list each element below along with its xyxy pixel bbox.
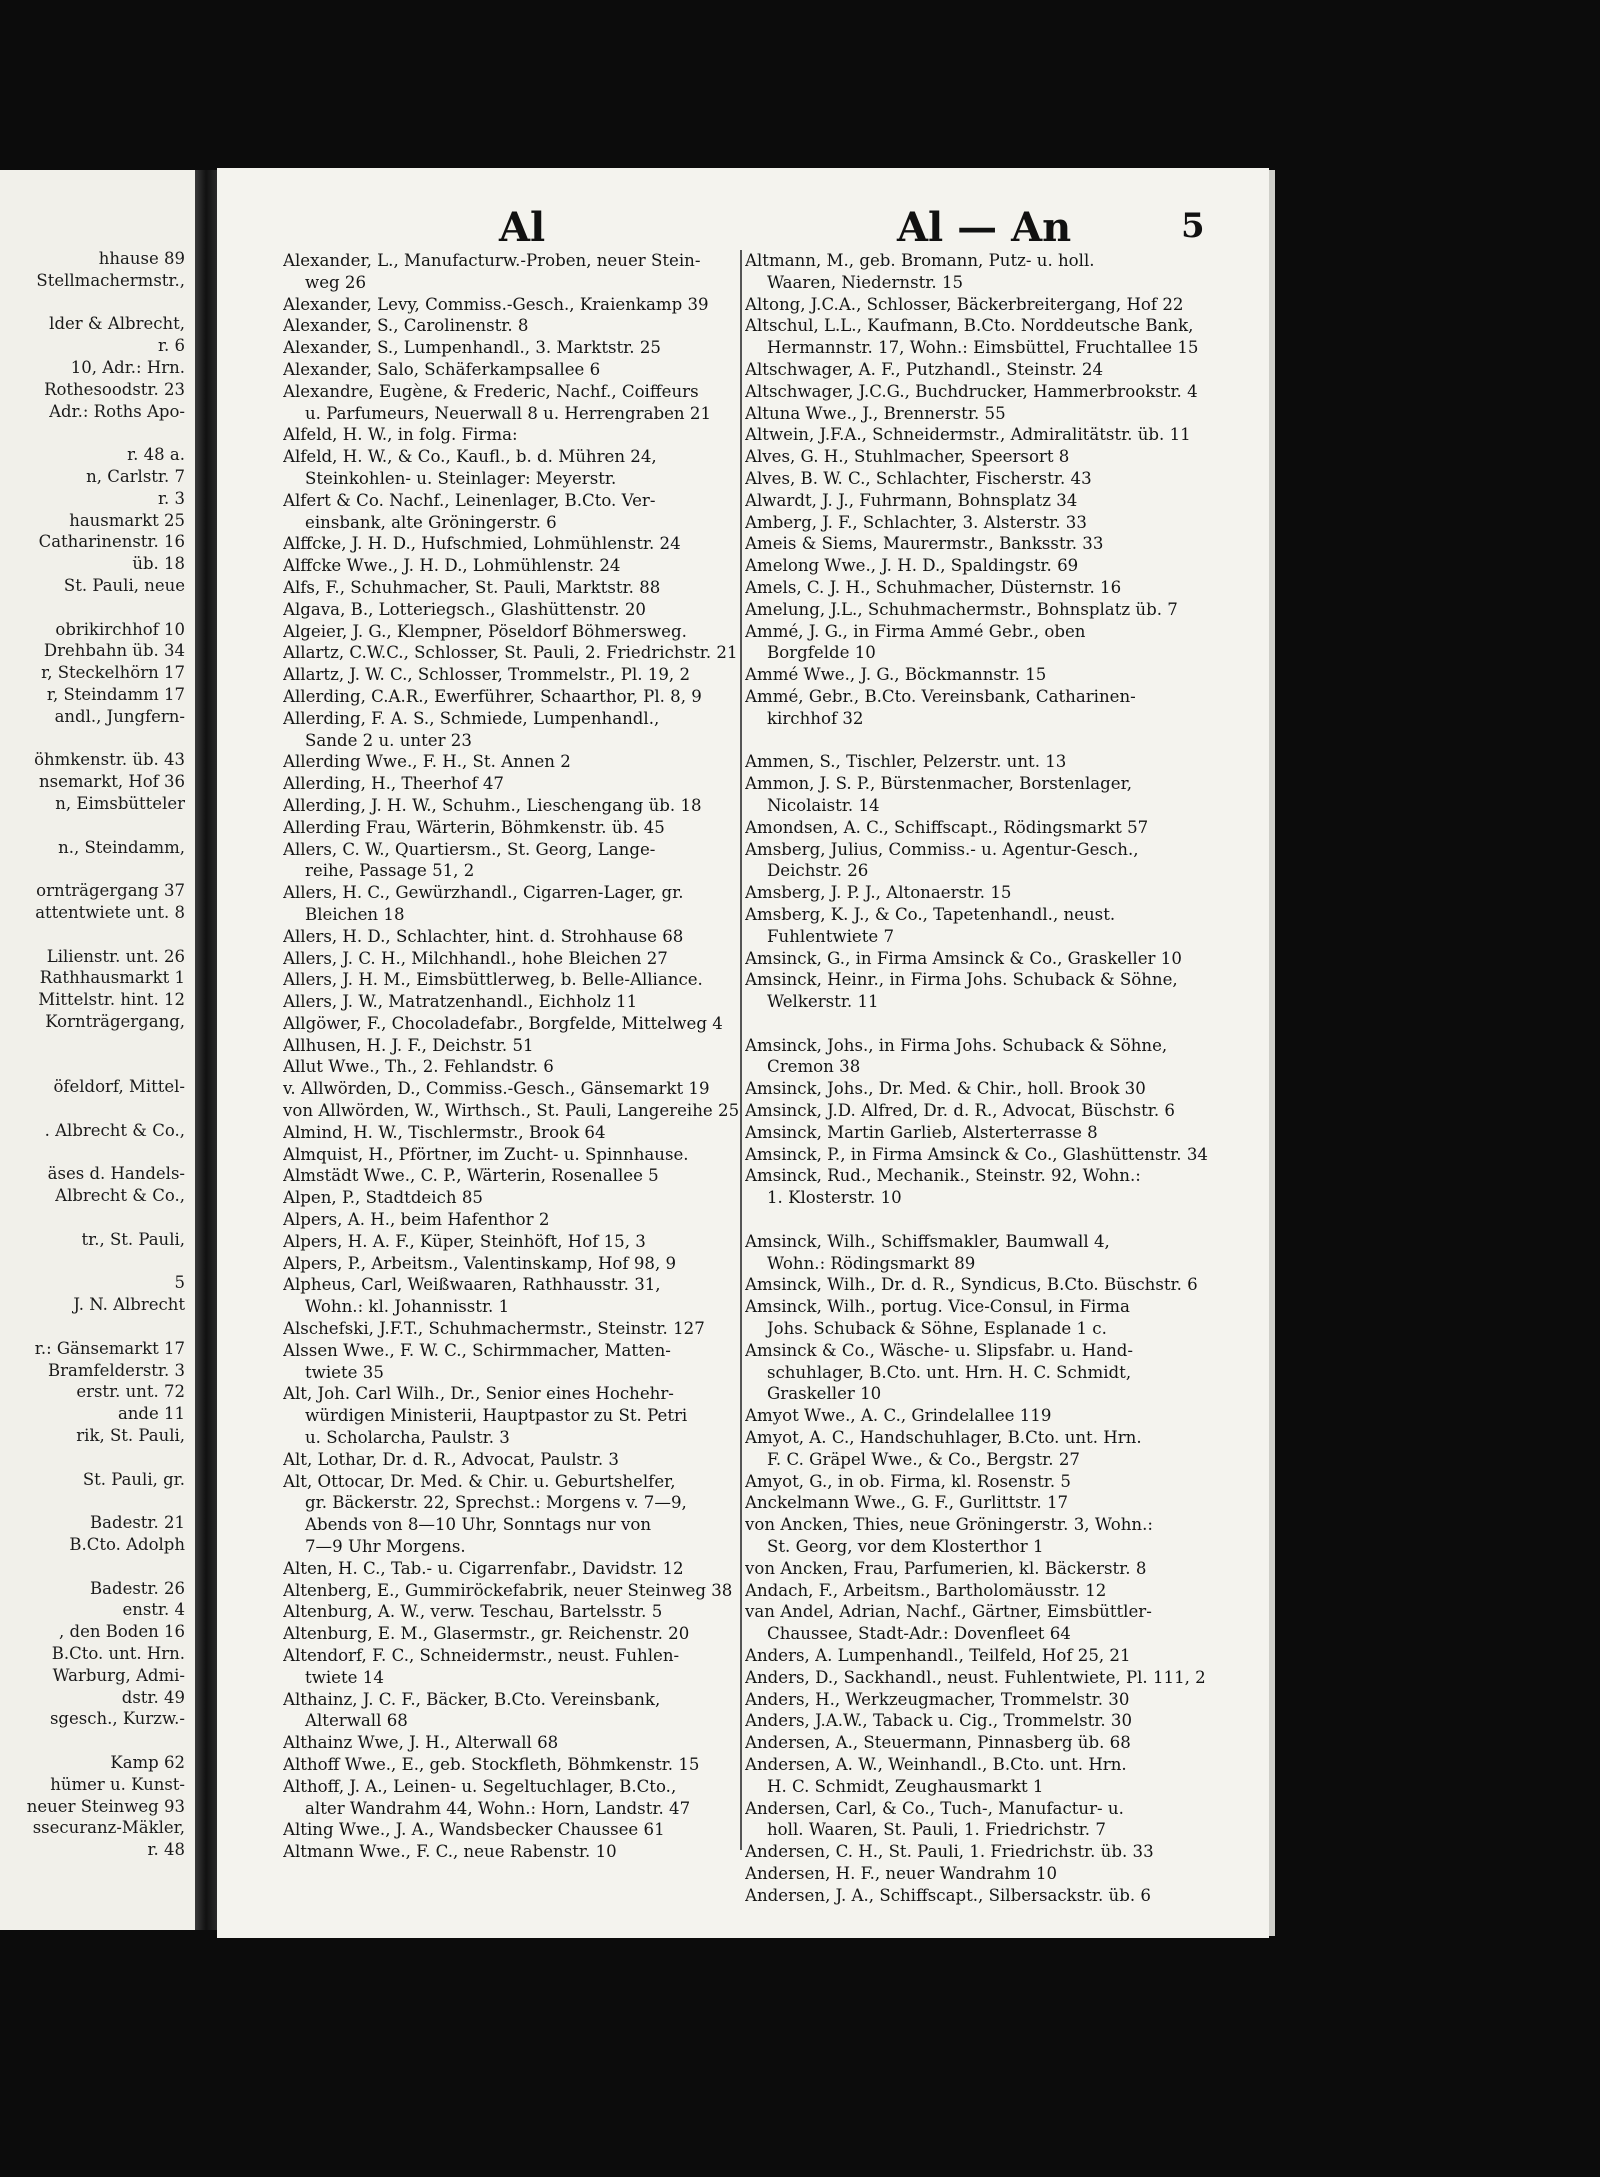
directory-entry-continuation: gr. Bäckerstr. 22, Sprechst.: Morgens v. 7—9, xyxy=(305,1493,687,1513)
sliver-line: St. Pauli, gr. xyxy=(82,1469,185,1489)
directory-entry: Alfeld, H. W., in folg. Firma: xyxy=(283,425,518,445)
directory-entry: Allartz, C.W.C., Schlosser, St. Pauli, 2. Friedrichstr. 21 xyxy=(283,643,738,663)
sliver-line: Kornträgergang, xyxy=(45,1011,185,1031)
sliver-line: Bramfelderstr. 3 xyxy=(47,1360,185,1380)
sliver-line: nsemarkt, Hof 36 xyxy=(38,772,185,792)
sliver-line: , den Boden 16 xyxy=(59,1622,185,1642)
directory-entry: Altenburg, E. M., Glasermstr., gr. Reichenstr. 20 xyxy=(283,1624,690,1644)
directory-entry: Ameis & Siems, Maurermstr., Banksstr. 33 xyxy=(745,534,1104,554)
directory-entry: Allgöwer, F., Chocoladefabr., Borgfelde, Mittelweg 4 xyxy=(283,1013,723,1033)
directory-entry: Ammé, Gebr., B.Cto. Vereinsbank, Catharinen- xyxy=(745,686,1136,706)
directory-entry: Andersen, C. H., St. Pauli, 1. Friedrichstr. üb. 33 xyxy=(745,1842,1154,1862)
sliver-line: dstr. 49 xyxy=(121,1687,185,1707)
sliver-line: ande 11 xyxy=(117,1404,185,1424)
sliver-line: Badestr. 26 xyxy=(90,1578,185,1598)
directory-entry: Amsberg, J. P. J., Altonaerstr. 15 xyxy=(745,883,1012,903)
directory-entry: Alffcke, J. H. D., Hufschmied, Lohmühlenstr. 24 xyxy=(283,534,681,554)
sliver-line: Warburg, Admi- xyxy=(52,1665,185,1685)
sliver-line: ssecuranz-Mäkler, xyxy=(32,1818,185,1838)
sliver-line: tr., St. Pauli, xyxy=(81,1229,185,1249)
sliver-line: J. N. Albrecht xyxy=(73,1295,185,1315)
sliver-line xyxy=(0,858,185,880)
directory-entry-continuation: würdigen Ministerii, Hauptpastor zu St. Petri xyxy=(305,1406,688,1426)
directory-entry: Anders, J.A.W., Taback u. Cig., Trommelstr. 30 xyxy=(745,1711,1133,1731)
sliver-line xyxy=(0,1251,185,1273)
directory-entry: Amsinck, Heinr., in Firma Johs. Schuback & Söhne, xyxy=(745,970,1178,990)
directory-entry: Alt, Joh. Carl Wilh., Dr., Senior eines Hochehr- xyxy=(283,1384,674,1404)
directory-entry-continuation: kirchhof 32 xyxy=(767,708,864,728)
directory-entry: Altschwager, J.C.G., Buchdrucker, Hammerbrookstr. 4 xyxy=(745,381,1198,401)
directory-entry: Andersen, Carl, & Co., Tuch-, Manufactur- u. xyxy=(745,1798,1124,1818)
left-column xyxy=(283,250,753,1863)
sliver-line: Kamp 62 xyxy=(110,1752,185,1772)
directory-entry: Allhusen, H. J. F., Deichstr. 51 xyxy=(283,1035,534,1055)
directory-entry-continuation: 7—9 Uhr Morgens. xyxy=(305,1537,466,1557)
sliver-line: Drehbahn üb. 34 xyxy=(43,641,185,661)
directory-entry: Alwardt, J. J., Fuhrmann, Bohnsplatz 34 xyxy=(745,490,1078,510)
directory-entry-continuation: u. Scholarcha, Paulstr. 3 xyxy=(305,1428,510,1448)
directory-entry-continuation: Hermannstr. 17, Wohn.: Eimsbüttel, Fruchtallee 15 xyxy=(767,338,1199,358)
directory-entry-continuation: Abends von 8—10 Uhr, Sonntags nur von xyxy=(305,1515,652,1535)
sliver-line: r. 6 xyxy=(157,336,185,356)
directory-entry: Amsinck, G., in Firma Amsinck & Co., Graskeller 10 xyxy=(745,948,1182,968)
directory-entry-continuation: twiete 35 xyxy=(305,1362,384,1382)
directory-entry: Altmann Wwe., F. C., neue Rabenstr. 10 xyxy=(283,1842,617,1862)
directory-entry: Amsinck, Martin Garlieb, Alsterterrasse 8 xyxy=(745,1122,1098,1142)
directory-entry: Altendorf, F. C., Schneidermstr., neust. Fuhlen- xyxy=(283,1646,680,1665)
directory-entry: Amyot, A. C., Handschuhlager, B.Cto. unt. Hrn. xyxy=(745,1428,1142,1448)
directory-entry: Alexander, L., Manufacturw.-Proben, neuer Stein- xyxy=(283,251,701,270)
directory-entry: Almind, H. W., Tischlermstr., Brook 64 xyxy=(283,1122,606,1142)
directory-entry: Amsinck, Rud., Mechanik., Steinstr. 92, Wohn.: xyxy=(745,1166,1141,1186)
directory-page xyxy=(217,168,1269,1938)
sliver-line xyxy=(0,1316,185,1338)
directory-entry: Anders, A. Lumpenhandl., Teilfeld, Hof 25, 21 xyxy=(745,1646,1131,1665)
directory-entry-continuation: Waaren, Niedernstr. 15 xyxy=(767,272,964,292)
sliver-line: . Albrecht & Co., xyxy=(44,1120,185,1140)
directory-entry-continuation: Alterwall 68 xyxy=(305,1711,408,1731)
directory-entry: Allerding, F. A. S., Schmiede, Lumpenhandl., xyxy=(283,708,660,728)
sliver-line: öhmkenstr. üb. 43 xyxy=(34,750,185,770)
sliver-line: hümer u. Kunst- xyxy=(50,1774,185,1794)
directory-entry-continuation: Deichstr. 26 xyxy=(767,861,869,881)
directory-entry: Allers, H. C., Gewürzhandl., Cigarren-Lager, gr. xyxy=(283,883,684,903)
directory-entry: Anders, D., Sackhandl., neust. Fuhlentwiete, Pl. 111, 2 xyxy=(745,1667,1206,1687)
directory-entry: Alfs, F., Schuhmacher, St. Pauli, Marktstr. 88 xyxy=(283,577,661,597)
sliver-line: B.Cto. Adolph xyxy=(69,1535,185,1555)
sliver-line: Catharinenstr. 16 xyxy=(38,532,185,552)
directory-entry: Altwein, J.F.A., Schneidermstr., Admiralitätstr. üb. 11 xyxy=(745,425,1191,445)
directory-entry-continuation: alter Wandrahm 44, Wohn.: Horn, Landstr. 47 xyxy=(305,1798,691,1818)
directory-entry: Alpheus, Carl, Weißwaaren, Rathhausstr. 31, xyxy=(283,1275,661,1295)
sliver-line xyxy=(0,1054,185,1076)
running-header xyxy=(217,204,1269,254)
sliver-line xyxy=(0,1207,185,1229)
directory-entry-continuation: weg 26 xyxy=(305,272,367,292)
sliver-line xyxy=(0,815,185,837)
sliver-line xyxy=(0,597,185,619)
directory-entry: Amsinck, Wilh., Schiffsmakler, Baumwall 4, xyxy=(745,1231,1110,1251)
page-number: 5 xyxy=(1181,206,1205,246)
directory-entry: Altong, J.C.A., Schlosser, Bäckerbreitergang, Hof 22 xyxy=(745,294,1184,314)
directory-entry-continuation: holl. Waaren, St. Pauli, 1. Friedrichstr. 7 xyxy=(767,1820,1106,1840)
sliver-line: B.Cto. unt. Hrn. xyxy=(51,1644,185,1663)
sliver-line: hhause 89 xyxy=(98,249,185,268)
directory-entry-continuation: F. C. Gräpel Wwe., & Co., Bergstr. 27 xyxy=(767,1449,1080,1469)
directory-entry: Amsberg, Julius, Commiss.- u. Agentur-Gesch., xyxy=(745,839,1139,859)
directory-entry: Amsinck, Wilh., Dr. d. R., Syndicus, B.Cto. Büschstr. 6 xyxy=(745,1275,1198,1295)
sliver-line: äses d. Handels- xyxy=(47,1164,185,1184)
right-column xyxy=(745,250,1227,1907)
directory-entry: Algeier, J. G., Klempner, Pöseldorf Böhmersweg. xyxy=(283,621,687,641)
sliver-line: Stellmachermstr., xyxy=(36,270,185,290)
directory-entry: Andach, F., Arbeitsm., Bartholomäusstr. 12 xyxy=(745,1580,1107,1600)
directory-entry: Alves, G. H., Stuhlmacher, Speersort 8 xyxy=(745,447,1070,467)
sliver-line: r, Steindamm 17 xyxy=(46,684,185,704)
directory-entry: Allerding Wwe., F. H., St. Annen 2 xyxy=(283,752,571,772)
directory-entry: Andersen, J. A., Schiffscapt., Silbersackstr. üb. 6 xyxy=(745,1885,1151,1905)
directory-entry: Amsinck, Wilh., portug. Vice-Consul, in Firma xyxy=(745,1297,1130,1317)
directory-entry: Alpers, A. H., beim Hafenthor 2 xyxy=(283,1210,550,1230)
directory-entry: Algava, B., Lotteriegsch., Glashüttenstr. 20 xyxy=(283,599,646,619)
sliver-line: r, Steckelhörn 17 xyxy=(41,663,185,683)
sliver-line: Albrecht & Co., xyxy=(55,1186,185,1206)
directory-entry: Allers, C. W., Quartiersm., St. Georg, Lange- xyxy=(283,839,656,859)
directory-entry: Alpers, H. A. F., Küper, Steinhöft, Hof 15, 3 xyxy=(283,1231,646,1251)
directory-entry: Allers, J. C. H., Milchhandl., hohe Bleichen 27 xyxy=(283,948,668,968)
sliver-line: r. 48 a. xyxy=(127,445,185,465)
book-spine xyxy=(195,170,217,1930)
directory-entry: Amsinck, P., in Firma Amsinck & Co., Glashüttenstr. 34 xyxy=(745,1144,1208,1164)
sliver-line: enstr. 4 xyxy=(122,1600,185,1620)
sliver-line: lder & Albrecht, xyxy=(49,314,185,334)
sliver-line: sgesch., Kurzw.- xyxy=(49,1709,185,1729)
directory-entry-continuation: Steinkohlen- u. Steinlager: Meyerstr. xyxy=(305,468,617,488)
sliver-line: hausmarkt 25 xyxy=(69,510,185,530)
directory-entry-continuation: reihe, Passage 51, 2 xyxy=(305,861,475,881)
sliver-line: neuer Steinweg 93 xyxy=(26,1796,185,1816)
sliver-line: n, Eimsbütteler xyxy=(55,793,185,813)
directory-entry: Alexander, Levy, Commiss.-Gesch., Kraienkamp 39 xyxy=(283,294,709,314)
sliver-line: St. Pauli, neue xyxy=(63,575,185,595)
directory-entry: Alexander, S., Carolinenstr. 8 xyxy=(283,316,529,336)
sliver-line xyxy=(0,1730,185,1752)
directory-entry: Amelung, J.L., Schuhmachermstr., Bohnsplatz üb. 7 xyxy=(745,599,1178,619)
previous-page-lines xyxy=(0,248,185,1861)
directory-entry-continuation: Sande 2 u. unter 23 xyxy=(305,730,472,750)
directory-entry-continuation: Wohn.: Rödingsmarkt 89 xyxy=(767,1253,976,1273)
directory-entry: Andersen, A., Steuermann, Pinnasberg üb. 68 xyxy=(745,1733,1131,1753)
directory-entry: Ammé Wwe., J. G., Böckmannstr. 15 xyxy=(745,665,1047,685)
sliver-line xyxy=(0,924,185,946)
sliver-line: r. 3 xyxy=(157,488,185,508)
sliver-line: r. 48 xyxy=(147,1840,185,1860)
directory-entry-continuation: Bleichen 18 xyxy=(305,904,405,924)
directory-entry xyxy=(745,730,1227,752)
directory-entry-continuation: Cremon 38 xyxy=(767,1057,861,1077)
sliver-line xyxy=(0,292,185,314)
directory-entry: Ammen, S., Tischler, Pelzerstr. unt. 13 xyxy=(745,752,1067,772)
directory-entry: Alpen, P., Stadtdeich 85 xyxy=(283,1188,483,1208)
directory-entry: Alfert & Co. Nachf., Leinenlager, B.Cto. Ver- xyxy=(283,490,656,510)
directory-entry: Allerding, H., Theerhof 47 xyxy=(283,774,504,794)
sliver-line xyxy=(0,1033,185,1055)
sliver-line: erstr. unt. 72 xyxy=(76,1382,185,1402)
sliver-line: rik, St. Pauli, xyxy=(76,1426,185,1446)
sliver-line: üb. 18 xyxy=(132,554,185,574)
directory-entry: Alfeld, H. W., & Co., Kaufl., b. d. Mühren 24, xyxy=(283,447,657,467)
directory-entry: Alt, Lothar, Dr. d. R., Advocat, Paulstr. 3 xyxy=(283,1449,619,1469)
sliver-line: Adr.: Roths Apo- xyxy=(49,401,185,421)
directory-entry: Amsinck, Johs., in Firma Johs. Schuback & Söhne, xyxy=(745,1035,1168,1055)
directory-entry: Amsinck, Johs., Dr. Med. & Chir., holl. Brook 30 xyxy=(745,1079,1146,1099)
directory-entry: Allers, H. D., Schlachter, hint. d. Strohhause 68 xyxy=(283,926,684,946)
directory-entry: Allartz, J. W. C., Schlosser, Trommelstr., Pl. 19, 2 xyxy=(283,665,691,685)
directory-entry: Althainz, J. C. F., Bäcker, B.Cto. Vereinsbank, xyxy=(283,1689,661,1709)
directory-entry: Alves, B. W. C., Schlachter, Fischerstr. 43 xyxy=(745,468,1092,488)
directory-entry-continuation: Nicolaistr. 14 xyxy=(767,795,880,815)
sliver-line: ornträgergang 37 xyxy=(36,881,185,901)
directory-entry: Altmann, M., geb. Bromann, Putz- u. holl. xyxy=(745,251,1095,270)
directory-entry: von Ancken, Thies, neue Gröningerstr. 3, Wohn.: xyxy=(745,1515,1153,1535)
directory-entry: Amels, C. J. H., Schuhmacher, Düsternstr. 16 xyxy=(745,577,1122,597)
directory-entry: von Allwörden, W., Wirthsch., St. Pauli, Langereihe 25 xyxy=(283,1101,740,1121)
header-right-guideword: Al — An xyxy=(897,204,1072,251)
directory-entry-continuation: Graskeller 10 xyxy=(767,1384,882,1404)
directory-entry: Allerding, J. H. W., Schuhm., Lieschengang üb. 18 xyxy=(283,795,702,815)
directory-entry: Anckelmann Wwe., G. F., Gurlittstr. 17 xyxy=(745,1493,1069,1513)
directory-entry: Andersen, A. W., Weinhandl., B.Cto. unt. Hrn. xyxy=(745,1754,1127,1774)
sliver-line: Badestr. 21 xyxy=(90,1513,185,1533)
sliver-line: andl., Jungfern- xyxy=(54,706,185,726)
directory-entry-continuation: twiete 14 xyxy=(305,1667,384,1687)
directory-entry: Alt, Ottocar, Dr. Med. & Chir. u. Geburtshelfer, xyxy=(283,1471,676,1491)
directory-entry: Amberg, J. F., Schlachter, 3. Alsterstr. 33 xyxy=(745,512,1087,532)
directory-entry: Amyot Wwe., A. C., Grindelallee 119 xyxy=(745,1406,1052,1426)
directory-entry-continuation: Johs. Schuback & Söhne, Esplanade 1 c. xyxy=(767,1319,1107,1339)
directory-entry: Amsinck & Co., Wäsche- u. Slipsfabr. u. Hand- xyxy=(745,1340,1134,1360)
directory-entry: Altschul, L.L., Kaufmann, B.Cto. Norddeutsche Bank, xyxy=(745,316,1194,336)
directory-entry xyxy=(745,1013,1227,1035)
directory-entry-continuation: Chaussee, Stadt-Adr.: Dovenfleet 64 xyxy=(767,1624,1071,1644)
directory-entry: Alten, H. C., Tab.- u. Cigarrenfabr., Davidstr. 12 xyxy=(283,1558,684,1578)
sliver-line: Rothesoodstr. 23 xyxy=(44,379,185,399)
directory-entry: Ammon, J. S. P., Bürstenmacher, Borstenlager, xyxy=(745,774,1132,794)
directory-entry: Alschefski, J.F.T., Schuhmachermstr., Steinstr. 127 xyxy=(283,1319,705,1339)
directory-entry xyxy=(745,1209,1227,1231)
directory-entry: Allerding Frau, Wärterin, Böhmkenstr. üb. 45 xyxy=(283,817,665,837)
directory-entry: Anders, H., Werkzeugmacher, Trommelstr. 30 xyxy=(745,1689,1130,1709)
directory-entry: Andersen, H. F., neuer Wandrahm 10 xyxy=(745,1863,1058,1883)
sliver-line: obrikirchhof 10 xyxy=(55,619,185,639)
sliver-line: öfeldorf, Mittel- xyxy=(53,1077,185,1097)
directory-entry: Allerding, C.A.R., Ewerführer, Schaarthor, Pl. 8, 9 xyxy=(283,686,702,706)
directory-entry: Althoff, J. A., Leinen- u. Segeltuchlager, B.Cto., xyxy=(283,1776,677,1796)
directory-entry-continuation: Welkerstr. 11 xyxy=(767,992,879,1012)
directory-entry-continuation: Borgfelde 10 xyxy=(767,643,876,663)
directory-entry: Altschwager, A. F., Putzhandl., Steinstr. 24 xyxy=(745,359,1104,379)
directory-entry: Altenberg, E., Gummiröckefabrik, neuer Steinweg 38 xyxy=(283,1580,733,1600)
directory-entry: Amsinck, J.D. Alfred, Dr. d. R., Advocat, Büschstr. 6 xyxy=(745,1101,1175,1121)
directory-entry: von Ancken, Frau, Parfumerien, kl. Bäckerstr. 8 xyxy=(745,1558,1147,1578)
directory-entry: Amelong Wwe., J. H. D., Spaldingstr. 69 xyxy=(745,556,1079,576)
directory-entry: van Andel, Adrian, Nachf., Gärtner, Eimsbüttler- xyxy=(745,1602,1152,1622)
previous-page-sliver xyxy=(0,170,197,1930)
sliver-line: Rathhausmarkt 1 xyxy=(39,968,185,988)
directory-entry: Amsberg, K. J., & Co., Tapetenhandl., neust. xyxy=(745,904,1116,924)
directory-entry-continuation: schuhlager, B.Cto. unt. Hrn. H. C. Schmidt, xyxy=(767,1362,1132,1382)
sliver-line: 10, Adr.: Hrn. xyxy=(70,357,185,377)
directory-entry: Alexander, Salo, Schäferkampsallee 6 xyxy=(283,359,601,379)
directory-entry: Alssen Wwe., F. W. C., Schirmmacher, Matten- xyxy=(283,1340,671,1360)
directory-entry: Altuna Wwe., J., Brennerstr. 55 xyxy=(745,403,1006,423)
directory-entry: Althainz Wwe, J. H., Alterwall 68 xyxy=(283,1733,559,1753)
column-divider xyxy=(740,250,742,1850)
sliver-line xyxy=(0,1447,185,1469)
page-edge xyxy=(1269,170,1275,1936)
directory-entry-continuation: u. Parfumeurs, Neuerwall 8 u. Herrengraben 21 xyxy=(305,403,712,423)
directory-entry: v. Allwörden, D., Commiss.-Gesch., Gänsemarkt 19 xyxy=(283,1079,710,1099)
directory-entry: Allut Wwe., Th., 2. Fehlandstr. 6 xyxy=(283,1057,554,1077)
sliver-line: attentwiete unt. 8 xyxy=(35,902,185,922)
sliver-line: r.: Gänsemarkt 17 xyxy=(34,1338,185,1358)
directory-entry-continuation: Wohn.: kl. Johannisstr. 1 xyxy=(305,1297,510,1317)
sliver-line xyxy=(0,1490,185,1512)
sliver-line: 5 xyxy=(174,1273,185,1293)
sliver-line: Lilienstr. unt. 26 xyxy=(46,946,185,966)
directory-entry-continuation: einsbank, alte Gröningerstr. 6 xyxy=(305,512,557,532)
directory-entry-continuation: 1. Klosterstr. 10 xyxy=(767,1188,902,1208)
directory-entry: Allers, J. H. M., Eimsbüttlerweg, b. Belle-Alliance. xyxy=(283,970,703,990)
directory-entry: Amyot, G., in ob. Firma, kl. Rosenstr. 5 xyxy=(745,1471,1071,1491)
sliver-line xyxy=(0,728,185,750)
directory-entry-continuation: Fuhlentwiete 7 xyxy=(767,926,895,946)
directory-entry: Amondsen, A. C., Schiffscapt., Rödingsmarkt 57 xyxy=(745,817,1149,837)
sliver-line: Mittelstr. hint. 12 xyxy=(38,990,185,1010)
directory-entry: Ammé, J. G., in Firma Ammé Gebr., oben xyxy=(745,621,1086,641)
directory-entry: Almquist, H., Pförtner, im Zucht- u. Spinnhause. xyxy=(283,1144,689,1164)
directory-entry: Alexander, S., Lumpenhandl., 3. Marktstr. 25 xyxy=(283,338,661,358)
sliver-line xyxy=(0,422,185,444)
directory-entry: Alffcke Wwe., J. H. D., Lohmühlenstr. 24 xyxy=(283,556,621,576)
directory-entry: Althoff Wwe., E., geb. Stockfleth, Böhmkenstr. 15 xyxy=(283,1754,700,1774)
directory-entry: Alpers, P., Arbeitsm., Valentinskamp, Hof 98, 9 xyxy=(283,1253,677,1273)
directory-entry-continuation: H. C. Schmidt, Zeughausmarkt 1 xyxy=(767,1776,1044,1796)
directory-entry: Alexandre, Eugène, & Frederic, Nachf., Coiffeurs xyxy=(283,381,699,401)
sliver-line xyxy=(0,1098,185,1120)
directory-entry: Almstädt Wwe., C. P., Wärterin, Rosenallee 5 xyxy=(283,1166,659,1186)
directory-entry-continuation: St. Georg, vor dem Klosterthor 1 xyxy=(767,1537,1044,1557)
header-left-guideword: Al xyxy=(499,204,546,251)
directory-entry: Altenburg, A. W., verw. Teschau, Bartelsstr. 5 xyxy=(283,1602,663,1622)
directory-entry: Alting Wwe., J. A., Wandsbecker Chaussee 61 xyxy=(283,1820,665,1840)
sliver-line xyxy=(0,1556,185,1578)
directory-entry: Allers, J. W., Matratzenhandl., Eichholz 11 xyxy=(283,992,638,1012)
sliver-line xyxy=(0,1142,185,1164)
sliver-line: n., Steindamm, xyxy=(58,837,185,857)
sliver-line: n, Carlstr. 7 xyxy=(86,466,185,486)
